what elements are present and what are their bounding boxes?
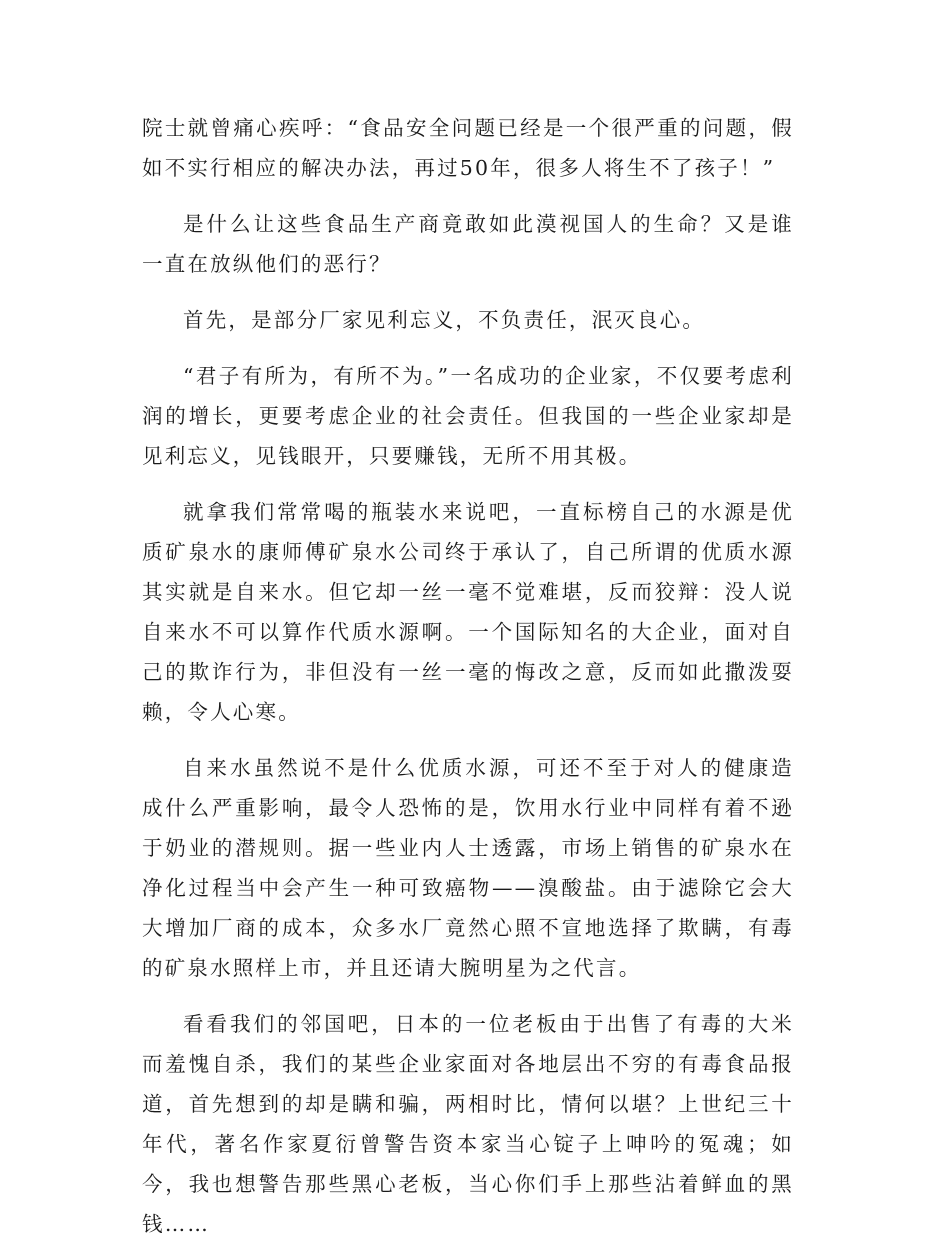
paragraph-3: 首先，是部分厂家见利忘义，不负责任，泯灭良心。 <box>183 308 706 332</box>
paragraph-4: “君子有所为，有所不为。”一名成功的企业家，不仅要考虑利润的增长，更要考虑企业的社会责任。但我国的一些企业家却是见利忘义，见钱眼开，只要赚钱，无所不用其极。 <box>142 364 794 468</box>
paragraph-5: 就拿我们常常喝的瓶装水来说吧，一直标榜自己的水源是优质矿泉水的康师傅矿泉水公司终于承认了，自己所谓的优质水源其实就是自来水。但它却一丝一毫不觉难堪，反而狡辩：没人说自来水不可以算作代质水源啊。一个国际知名的大企业，面对自己的欺诈行为，非但没有一丝一毫的悔改之意，反而如此撒泼耍赖，令人心寒。 <box>142 500 794 724</box>
paragraph-6: 自来水虽然说不是什么优质水源，可还不至于对人的健康造成什么严重影响，最令人恐怖的是，饮用水行业中同样有着不逊于奶业的潜规则。据一些业内人士透露，市场上销售的矿泉水在净化过程当中会产生一种可致癌物——溴酸盐。由于滤除它会大大增加厂商的成本，众多水厂竟然心照不宣地选择了欺瞒，有毒的矿泉水照样上市，并且还请大腕明星为之代言。 <box>142 756 794 980</box>
document-body <box>142 108 794 1260</box>
paragraph-7: 看看我们的邻国吧，日本的一位老板由于出售了有毒的大米而羞愧自杀，我们的某些企业家面对各地层出不穷的有毒食品报道，首先想到的却是瞒和骗，两相时比，情何以堪？上世纪三十年代，著名作家夏衍曾警告资本家当心锭子上呻吟的冤魂；如今，我也想警告那些黑心老板，当心你们手上那些沾着鲜血的黑钱…… <box>142 1012 794 1236</box>
paragraph-1: 院士就曾痛心疾呼：“食品安全问题已经是一个很严重的问题，假如不实行相应的解决办法，再过50年，很多人将生不了孩子！” <box>142 116 794 180</box>
paragraph-2: 是什么让这些食品生产商竟敢如此漠视国人的生命？又是谁一直在放纵他们的恶行？ <box>142 212 794 276</box>
